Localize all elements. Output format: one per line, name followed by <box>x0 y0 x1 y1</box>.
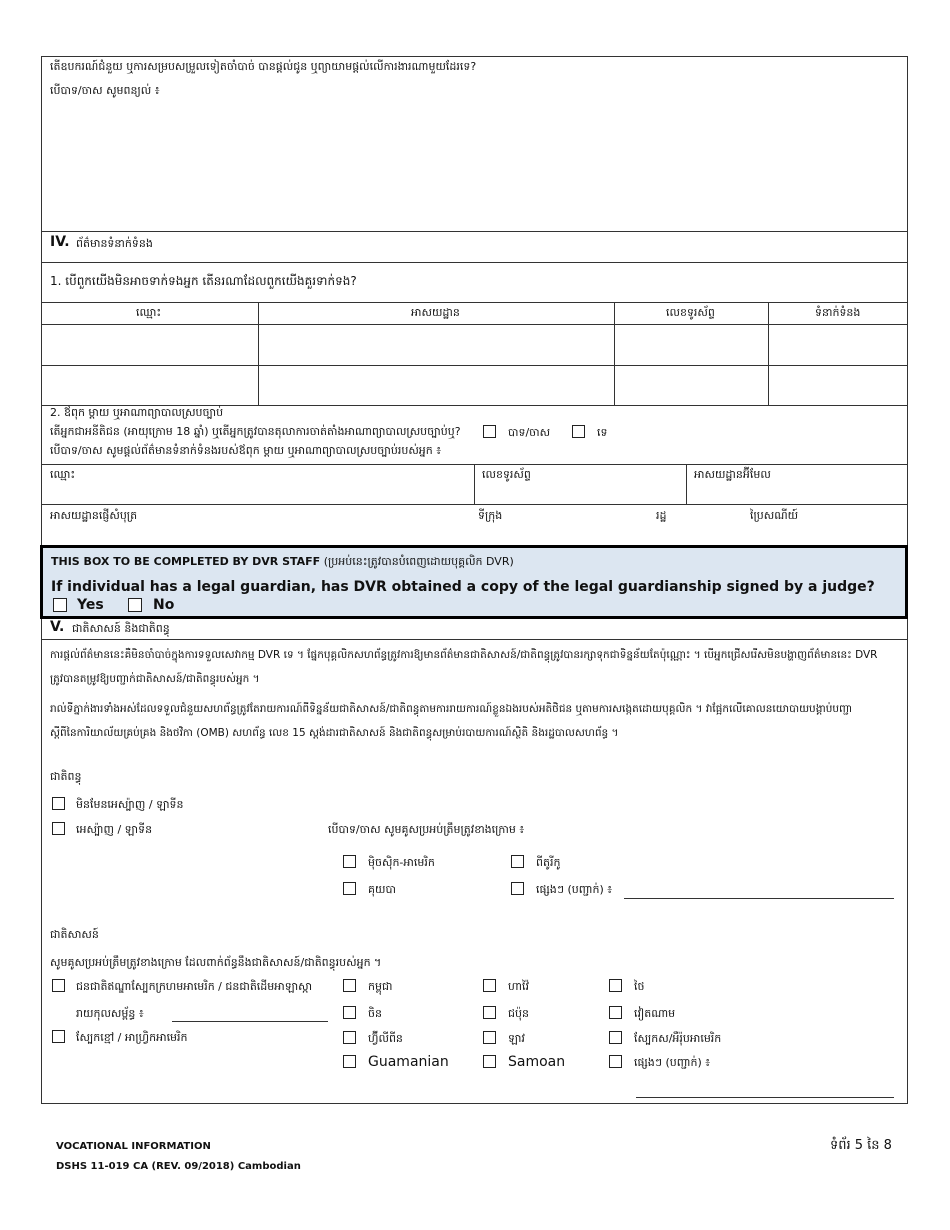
dvr-box-header-kh: (ប្រអប់នេះត្រូវបានបំពេញដោយបុគ្គលិក DVR) <box>323 555 514 568</box>
contact-row2-phone[interactable] <box>618 368 768 404</box>
white-checkbox[interactable] <box>609 1031 622 1044</box>
dvr-yes-checkbox[interactable] <box>53 598 67 612</box>
puerto-rican-checkbox[interactable] <box>511 855 524 868</box>
guardian-state-label: រដ្ឋ <box>656 509 667 522</box>
guamanian-checkbox[interactable] <box>343 1055 356 1068</box>
col-address: អាសយដ្ឋាន <box>411 306 460 319</box>
col-phone: លេខទូរស័ព្ទ <box>666 306 715 319</box>
guardian-name-label: ឈ្មោះ <box>50 468 76 481</box>
ethnicity-heading: ជាតិពន្ធុ <box>50 770 82 783</box>
guardian-no-checkbox[interactable] <box>572 425 585 438</box>
black-checkbox[interactable] <box>52 1030 65 1043</box>
vietnamese-label: វៀតណាម <box>634 1007 676 1020</box>
contact-question: 1. បើពួកយើងមិនអាចទាក់ទងអ្នក តើនរណាដែលពួកយើងគួរទាក់ទង? <box>50 274 357 288</box>
tribal-affiliation-label: រាយកុលសម្ព័ន្ធ ៖ <box>76 1007 144 1020</box>
race-other-label: ផ្សេងៗ (បញ្ជាក់) ៖ <box>634 1056 711 1069</box>
not-hispanic-checkbox[interactable] <box>52 797 65 810</box>
ethnicity-other-checkbox[interactable] <box>511 882 524 895</box>
hispanic-instruction: បើបាទ/ចាស សូមគូសប្រអប់ត្រឹមត្រូវខាងក្រោម ៖ <box>328 823 525 836</box>
native-american-label: ជនជាតិឥណ្ឌាស្បែកក្រហមអាមេរិក / ជនជាតិដើមអាឡាស្កា <box>76 980 313 993</box>
col-relationship: ទំនាក់ទំនង <box>815 306 861 319</box>
dvr-no-label: No <box>153 597 175 613</box>
native-american-checkbox[interactable] <box>52 979 65 992</box>
contact-row2-name[interactable] <box>44 368 258 404</box>
guardian-phone-label: លេខទូរស័ព្ទ <box>482 468 531 481</box>
guardian-email-field[interactable] <box>690 484 908 504</box>
guardian-phone-field[interactable] <box>478 484 686 504</box>
guardian-city-label: ទីក្រុង <box>478 509 503 522</box>
tribal-affiliation-field[interactable] <box>172 1004 332 1022</box>
mexican-checkbox[interactable] <box>343 855 356 868</box>
cambodian-label: កម្ពុជា <box>368 980 393 993</box>
guardian-instruction: បើបាទ/ចាស សូមផ្តល់ព័ត៌មានទំនាក់ទំនងរបស់ឪពុក ម្តាយ ឬអាណាព្យាបាលស្របច្បាប់របស់អ្នក ៖ <box>50 444 442 457</box>
chinese-label: ចិន <box>368 1007 382 1020</box>
footer-form-id: DSHS 11-019 CA (REV. 09/2018) Cambodian <box>56 1161 301 1172</box>
contact-row1-address[interactable] <box>262 327 614 363</box>
hawaiian-label: ហាវ៉ៃ <box>508 980 529 993</box>
ethnicity-other-label: ផ្សេងៗ (បញ្ជាក់) ៖ <box>536 883 613 896</box>
section-iv-numeral: IV. <box>50 234 70 250</box>
black-label: ស្បែកខ្មៅ / អាហ្វ្រិកអាមេរិក <box>76 1031 188 1044</box>
dvr-no-checkbox[interactable] <box>128 598 142 612</box>
guardian-name-field[interactable] <box>46 484 474 504</box>
dvr-box-header <box>51 555 514 569</box>
race-para2b: ស្តីពីនៃការិយាល័យគ្រប់គ្រង និងថវិកា (OMB) សហព័ន្ធ លេខ 15 ស្តង់ដារជាតិសាសន៍ និងជាតិពន្ធុសម្រាប់របាយការណ៍ស្ថិតិ និងរដ្ឋបាលសហព័ន្ធ ។ <box>50 727 619 739</box>
thai-label: ថៃ <box>634 980 645 993</box>
white-label: ស្បែកស/អឺរ៉ុបអាមេរិក <box>634 1032 722 1045</box>
samoan-label: Samoan <box>508 1054 566 1070</box>
cuban-checkbox[interactable] <box>343 882 356 895</box>
guardian-mailing-label: អាសយដ្ឋានផ្ញើសំបុត្រ <box>50 509 138 522</box>
ethnicity-other-field[interactable] <box>624 881 898 899</box>
race-other-checkbox[interactable] <box>609 1055 622 1068</box>
guamanian-label: Guamanian <box>368 1054 449 1070</box>
accommodation-question: តើឧបករណ៍ជំនួយ ឬការសម្របសម្រួលទៀតចាំបាច់ បានផ្តល់ជូន ឬព្យាយាមផ្តល់លើការងារណាមួយដែរទេ? <box>50 60 477 73</box>
race-para1b: ត្រូវបានតម្រូវឱ្យបញ្ជាក់ជាតិសាសន៍/ជាតិពន្ធុរបស់អ្នក ។ <box>50 673 260 685</box>
filipino-label: ហ្វ៊ីលីពីន <box>368 1032 403 1045</box>
hispanic-checkbox[interactable] <box>52 822 65 835</box>
lao-checkbox[interactable] <box>483 1031 496 1044</box>
contact-row2-address[interactable] <box>262 368 614 404</box>
chinese-checkbox[interactable] <box>343 1006 356 1019</box>
section-v-numeral: V. <box>50 619 65 635</box>
cambodian-checkbox[interactable] <box>343 979 356 992</box>
section-iv-title: ព័ត៌មានទំនាក់ទំនង <box>76 237 153 250</box>
vietnamese-checkbox[interactable] <box>609 1006 622 1019</box>
section-v-title: ជាតិសាសន៍ និងជាតិពន្ធុ <box>72 622 170 635</box>
race-other-field[interactable] <box>636 1080 898 1098</box>
guardian-email-label: អាសយដ្ឋានអ៊ីមែល <box>694 468 771 481</box>
race-heading: ជាតិសាសន៍ <box>50 928 99 941</box>
footer-page-number: ទំព័រ 5 នៃ 8 <box>830 1138 892 1153</box>
dvr-yes-label: Yes <box>77 597 104 613</box>
race-para2: រាល់ទីភ្នាក់ងារទាំងអស់ដែលទទួលជំនួយសហព័ន្ធត្រូវតែរាយការណ៍ពីទិន្នន័យជាតិសាសន៍/ជាតិពន្ធុតាមការរាយការណ៍ខ្លួនឯងរបស់អតិថិជន ឬតាមការសង្កេតដោយបុគ្គលិក ។ វាផ្អែកលើគោលនយោបាយបង្គាប់បញ្ជា <box>50 703 853 715</box>
race-para1: ការផ្តល់ព័ត៌មាននេះគឺមិនចាំបាច់ក្នុងការទទួលសេវាកម្ម DVR ទេ ។ ផ្នែកបុគ្គលិកសហព័ន្ធត្រូវការឱ្យមានព័ត៌មានជាតិសាសន៍/ជាតិពន្ធុត្រូវបានរក្សាទុកជាទិន្នន័យតែប៉ុណ្ណោះ ។ បើអ្នកជ្រើសរើសមិនបង្ហាញព័ត៌មាននេះ DVR <box>50 649 878 661</box>
guardian-no-label: ទេ <box>597 426 608 439</box>
puerto-rican-label: ពីតូរីកូ <box>536 856 561 869</box>
guardian-question: តើអ្នកជាអនីតិជន (អាយុក្រោម 18 ឆ្នាំ) ឬតើអ្នកត្រូវបានតុលាការចាត់តាំងអាណាព្យាបាលស្របច្បាប់ឬ? <box>50 425 461 438</box>
japanese-checkbox[interactable] <box>483 1006 496 1019</box>
dvr-box-question: If individual has a legal guardian, has DVR obtained a copy of the legal guardianship signed by a judge? <box>51 579 875 595</box>
cuban-label: គុយបា <box>368 883 396 896</box>
filipino-checkbox[interactable] <box>343 1031 356 1044</box>
contact-row1-name[interactable] <box>44 327 258 363</box>
race-instruction: សូមគូសប្រអប់ត្រឹមត្រូវខាងក្រោម ដែលពាក់ព័ន្ធនឹងជាតិសាសន៍/ជាតិពន្ធុរបស់អ្នក ។ <box>50 956 382 969</box>
hispanic-label: អេស្ប៉ាញ / ឡាទីន <box>76 823 153 836</box>
guardian-title: 2. ឪពុក ម្តាយ ឬអាណាព្យាបាលស្របច្បាប់ <box>50 406 224 419</box>
contact-row2-relationship[interactable] <box>772 368 908 404</box>
samoan-checkbox[interactable] <box>483 1055 496 1068</box>
guardian-zip-label: ប្រៃសណីយ៍ <box>750 509 799 522</box>
guardian-mailing-field[interactable] <box>46 524 906 544</box>
thai-checkbox[interactable] <box>609 979 622 992</box>
not-hispanic-label: មិនមែនអេស្ប៉ាញ / ឡាទីន <box>76 798 184 811</box>
accommodation-explain-field[interactable] <box>46 102 906 230</box>
lao-label: ឡាវ <box>508 1032 525 1045</box>
accommodation-explain-label: បើបាទ/ចាស សូមពន្យល់ ៖ <box>50 84 160 97</box>
contact-row1-phone[interactable] <box>618 327 768 363</box>
guardian-yes-label: បាទ/ចាស <box>508 426 551 439</box>
hawaiian-checkbox[interactable] <box>483 979 496 992</box>
contact-row1-relationship[interactable] <box>772 327 908 363</box>
col-name: ឈ្មោះ <box>136 306 162 319</box>
japanese-label: ជប៉ុន <box>508 1007 529 1020</box>
dvr-box-header-en: THIS BOX TO BE COMPLETED BY DVR STAFF <box>51 555 321 568</box>
mexican-label: ម៉ិចស៊ិក-អាមេរិក <box>368 856 435 869</box>
guardian-yes-checkbox[interactable] <box>483 425 496 438</box>
footer-title: VOCATIONAL INFORMATION <box>56 1141 211 1152</box>
